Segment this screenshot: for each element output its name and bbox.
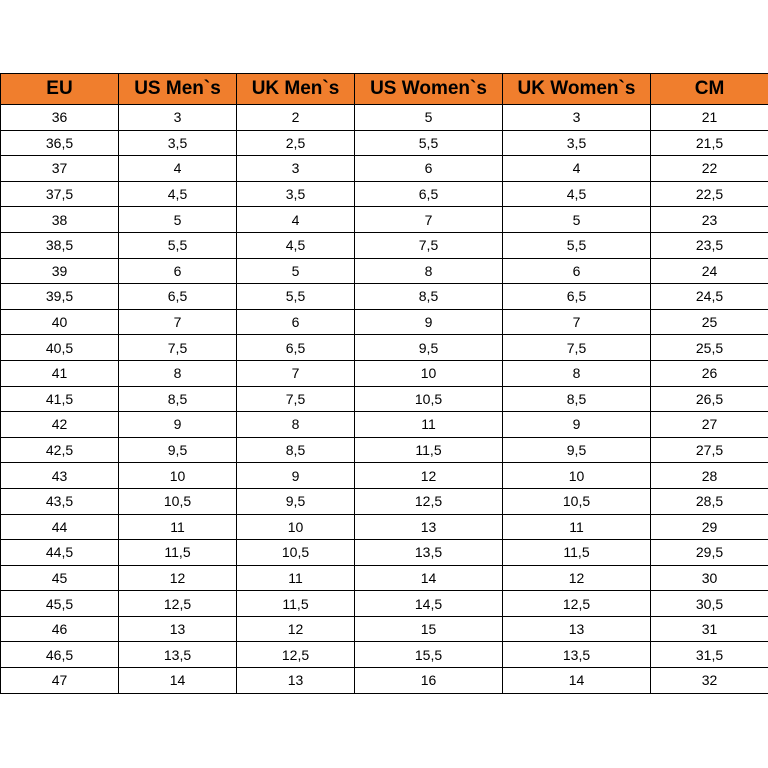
table-cell-us-womens: 8,5	[355, 284, 503, 310]
table-cell-uk-mens: 2,5	[237, 130, 355, 156]
column-header-us-mens: US Men`s	[119, 74, 237, 105]
table-cell-cm: 25,5	[651, 335, 768, 361]
table-cell-uk-womens: 3	[503, 105, 651, 131]
table-cell-us-mens: 9	[119, 412, 237, 438]
table-cell-us-womens: 12,5	[355, 488, 503, 514]
table-row	[1, 668, 768, 694]
table-cell-uk-womens: 7,5	[503, 335, 651, 361]
table-row	[1, 105, 768, 131]
table-cell-us-mens: 11	[119, 514, 237, 540]
table-cell-cm: 24,5	[651, 284, 768, 310]
table-row	[1, 207, 768, 233]
table-body	[1, 105, 768, 694]
table-row	[1, 258, 768, 284]
table-cell-uk-womens: 5,5	[503, 232, 651, 258]
table-cell-cm: 29	[651, 514, 768, 540]
header-row	[1, 74, 768, 105]
table-cell-uk-womens: 8,5	[503, 386, 651, 412]
table-row	[1, 514, 768, 540]
table-cell-cm: 31	[651, 616, 768, 642]
table-cell-us-womens: 5	[355, 105, 503, 131]
table-cell-eu: 40,5	[1, 335, 119, 361]
table-cell-eu: 45,5	[1, 591, 119, 617]
table-cell-uk-mens: 4	[237, 207, 355, 233]
table-cell-uk-mens: 11	[237, 565, 355, 591]
table-cell-us-mens: 12,5	[119, 591, 237, 617]
table-row	[1, 309, 768, 335]
table-cell-uk-womens: 14	[503, 668, 651, 694]
table-cell-uk-mens: 2	[237, 105, 355, 131]
table-cell-us-mens: 8,5	[119, 386, 237, 412]
table-cell-us-womens: 13	[355, 514, 503, 540]
table-cell-uk-womens: 8	[503, 360, 651, 386]
table-cell-uk-mens: 3,5	[237, 181, 355, 207]
table-cell-us-mens: 3,5	[119, 130, 237, 156]
table-cell-us-mens: 12	[119, 565, 237, 591]
table-cell-us-mens: 4,5	[119, 181, 237, 207]
table-cell-uk-womens: 4,5	[503, 181, 651, 207]
table-cell-cm: 28	[651, 463, 768, 489]
table-cell-uk-mens: 13	[237, 668, 355, 694]
table-row	[1, 540, 768, 566]
table-cell-uk-womens: 10,5	[503, 488, 651, 514]
table-cell-cm: 30,5	[651, 591, 768, 617]
column-header-uk-mens: UK Men`s	[237, 74, 355, 105]
table-cell-cm: 32	[651, 668, 768, 694]
table-cell-eu: 42	[1, 412, 119, 438]
table-cell-eu: 42,5	[1, 437, 119, 463]
table-cell-uk-womens: 5	[503, 207, 651, 233]
table-cell-eu: 39	[1, 258, 119, 284]
table-cell-uk-womens: 13,5	[503, 642, 651, 668]
table-cell-us-womens: 14	[355, 565, 503, 591]
table-cell-cm: 28,5	[651, 488, 768, 514]
table-cell-uk-mens: 10,5	[237, 540, 355, 566]
table-cell-us-womens: 8	[355, 258, 503, 284]
table-cell-eu: 43	[1, 463, 119, 489]
table-cell-us-mens: 7,5	[119, 335, 237, 361]
table-cell-cm: 23	[651, 207, 768, 233]
table-cell-uk-mens: 12,5	[237, 642, 355, 668]
table-cell-uk-mens: 10	[237, 514, 355, 540]
table-cell-cm: 29,5	[651, 540, 768, 566]
table-cell-uk-mens: 4,5	[237, 232, 355, 258]
table-cell-us-womens: 14,5	[355, 591, 503, 617]
table-cell-us-womens: 12	[355, 463, 503, 489]
table-cell-us-womens: 15,5	[355, 642, 503, 668]
table-cell-us-mens: 10,5	[119, 488, 237, 514]
table-cell-eu: 36,5	[1, 130, 119, 156]
table-cell-us-womens: 11,5	[355, 437, 503, 463]
table-cell-eu: 38,5	[1, 232, 119, 258]
table-cell-cm: 31,5	[651, 642, 768, 668]
table-cell-cm: 23,5	[651, 232, 768, 258]
table-cell-us-womens: 7,5	[355, 232, 503, 258]
table-cell-us-womens: 5,5	[355, 130, 503, 156]
table-cell-us-womens: 7	[355, 207, 503, 233]
table-cell-uk-womens: 13	[503, 616, 651, 642]
table-cell-us-mens: 11,5	[119, 540, 237, 566]
table-row	[1, 181, 768, 207]
table-cell-uk-womens: 9,5	[503, 437, 651, 463]
table-cell-us-mens: 7	[119, 309, 237, 335]
table-row	[1, 412, 768, 438]
column-header-uk-womens: UK Women`s	[503, 74, 651, 105]
table-cell-us-mens: 5	[119, 207, 237, 233]
table-cell-cm: 21,5	[651, 130, 768, 156]
column-header-eu: EU	[1, 74, 119, 105]
table-cell-uk-mens: 9,5	[237, 488, 355, 514]
table-row	[1, 156, 768, 182]
table-row	[1, 488, 768, 514]
table-row	[1, 616, 768, 642]
table-cell-cm: 21	[651, 105, 768, 131]
table-cell-us-womens: 9	[355, 309, 503, 335]
table-cell-us-womens: 16	[355, 668, 503, 694]
table-row	[1, 335, 768, 361]
table-cell-uk-womens: 7	[503, 309, 651, 335]
table-cell-cm: 22,5	[651, 181, 768, 207]
table-cell-eu: 40	[1, 309, 119, 335]
table-cell-uk-mens: 8,5	[237, 437, 355, 463]
table-cell-cm: 25	[651, 309, 768, 335]
table-cell-eu: 37	[1, 156, 119, 182]
table-cell-uk-womens: 3,5	[503, 130, 651, 156]
table-cell-cm: 27	[651, 412, 768, 438]
table-cell-us-womens: 10,5	[355, 386, 503, 412]
table-row	[1, 284, 768, 310]
table-cell-eu: 36	[1, 105, 119, 131]
table-cell-eu: 44,5	[1, 540, 119, 566]
column-header-us-womens: US Women`s	[355, 74, 503, 105]
table-cell-us-mens: 3	[119, 105, 237, 131]
table-cell-cm: 27,5	[651, 437, 768, 463]
column-header-cm: CM	[651, 74, 768, 105]
table-cell-uk-mens: 7	[237, 360, 355, 386]
table-cell-us-womens: 6	[355, 156, 503, 182]
table-cell-uk-womens: 6	[503, 258, 651, 284]
table-cell-uk-womens: 12,5	[503, 591, 651, 617]
table-cell-eu: 44	[1, 514, 119, 540]
table-row	[1, 232, 768, 258]
table-cell-cm: 22	[651, 156, 768, 182]
table-cell-uk-mens: 6	[237, 309, 355, 335]
table-cell-us-mens: 4	[119, 156, 237, 182]
table-cell-uk-mens: 5	[237, 258, 355, 284]
table-cell-eu: 41,5	[1, 386, 119, 412]
table-row	[1, 463, 768, 489]
table-cell-uk-mens: 7,5	[237, 386, 355, 412]
table-cell-uk-mens: 3	[237, 156, 355, 182]
table-cell-uk-womens: 11	[503, 514, 651, 540]
table-cell-cm: 26,5	[651, 386, 768, 412]
size-conversion-table	[0, 73, 768, 694]
table-cell-eu: 46	[1, 616, 119, 642]
table-cell-eu: 45	[1, 565, 119, 591]
table-cell-cm: 26	[651, 360, 768, 386]
table-cell-us-mens: 6	[119, 258, 237, 284]
table-cell-uk-womens: 6,5	[503, 284, 651, 310]
table-cell-uk-womens: 10	[503, 463, 651, 489]
table-cell-us-mens: 10	[119, 463, 237, 489]
table-cell-eu: 41	[1, 360, 119, 386]
table-cell-us-womens: 10	[355, 360, 503, 386]
table-cell-uk-mens: 6,5	[237, 335, 355, 361]
table-cell-eu: 39,5	[1, 284, 119, 310]
table-cell-uk-womens: 11,5	[503, 540, 651, 566]
table-cell-eu: 37,5	[1, 181, 119, 207]
table-cell-us-mens: 9,5	[119, 437, 237, 463]
table-cell-uk-womens: 12	[503, 565, 651, 591]
table-cell-eu: 38	[1, 207, 119, 233]
table-row	[1, 130, 768, 156]
table-row	[1, 437, 768, 463]
table-cell-eu: 47	[1, 668, 119, 694]
table-row	[1, 565, 768, 591]
table-cell-cm: 30	[651, 565, 768, 591]
table-cell-uk-mens: 11,5	[237, 591, 355, 617]
table-cell-uk-womens: 4	[503, 156, 651, 182]
table-cell-us-mens: 13	[119, 616, 237, 642]
table-cell-uk-mens: 12	[237, 616, 355, 642]
table-row	[1, 591, 768, 617]
table-cell-uk-mens: 5,5	[237, 284, 355, 310]
table-cell-us-mens: 8	[119, 360, 237, 386]
table-cell-us-womens: 6,5	[355, 181, 503, 207]
table-cell-uk-womens: 9	[503, 412, 651, 438]
table-cell-cm: 24	[651, 258, 768, 284]
table-cell-us-womens: 11	[355, 412, 503, 438]
table-row	[1, 360, 768, 386]
table-cell-us-womens: 15	[355, 616, 503, 642]
table-cell-us-mens: 13,5	[119, 642, 237, 668]
table-cell-us-mens: 5,5	[119, 232, 237, 258]
table-header	[1, 74, 768, 105]
table-cell-uk-mens: 9	[237, 463, 355, 489]
table-cell-uk-mens: 8	[237, 412, 355, 438]
table-cell-us-mens: 6,5	[119, 284, 237, 310]
table-cell-us-mens: 14	[119, 668, 237, 694]
table-cell-eu: 46,5	[1, 642, 119, 668]
table-row	[1, 642, 768, 668]
table-row	[1, 386, 768, 412]
table-cell-us-womens: 9,5	[355, 335, 503, 361]
table-cell-us-womens: 13,5	[355, 540, 503, 566]
table-cell-eu: 43,5	[1, 488, 119, 514]
